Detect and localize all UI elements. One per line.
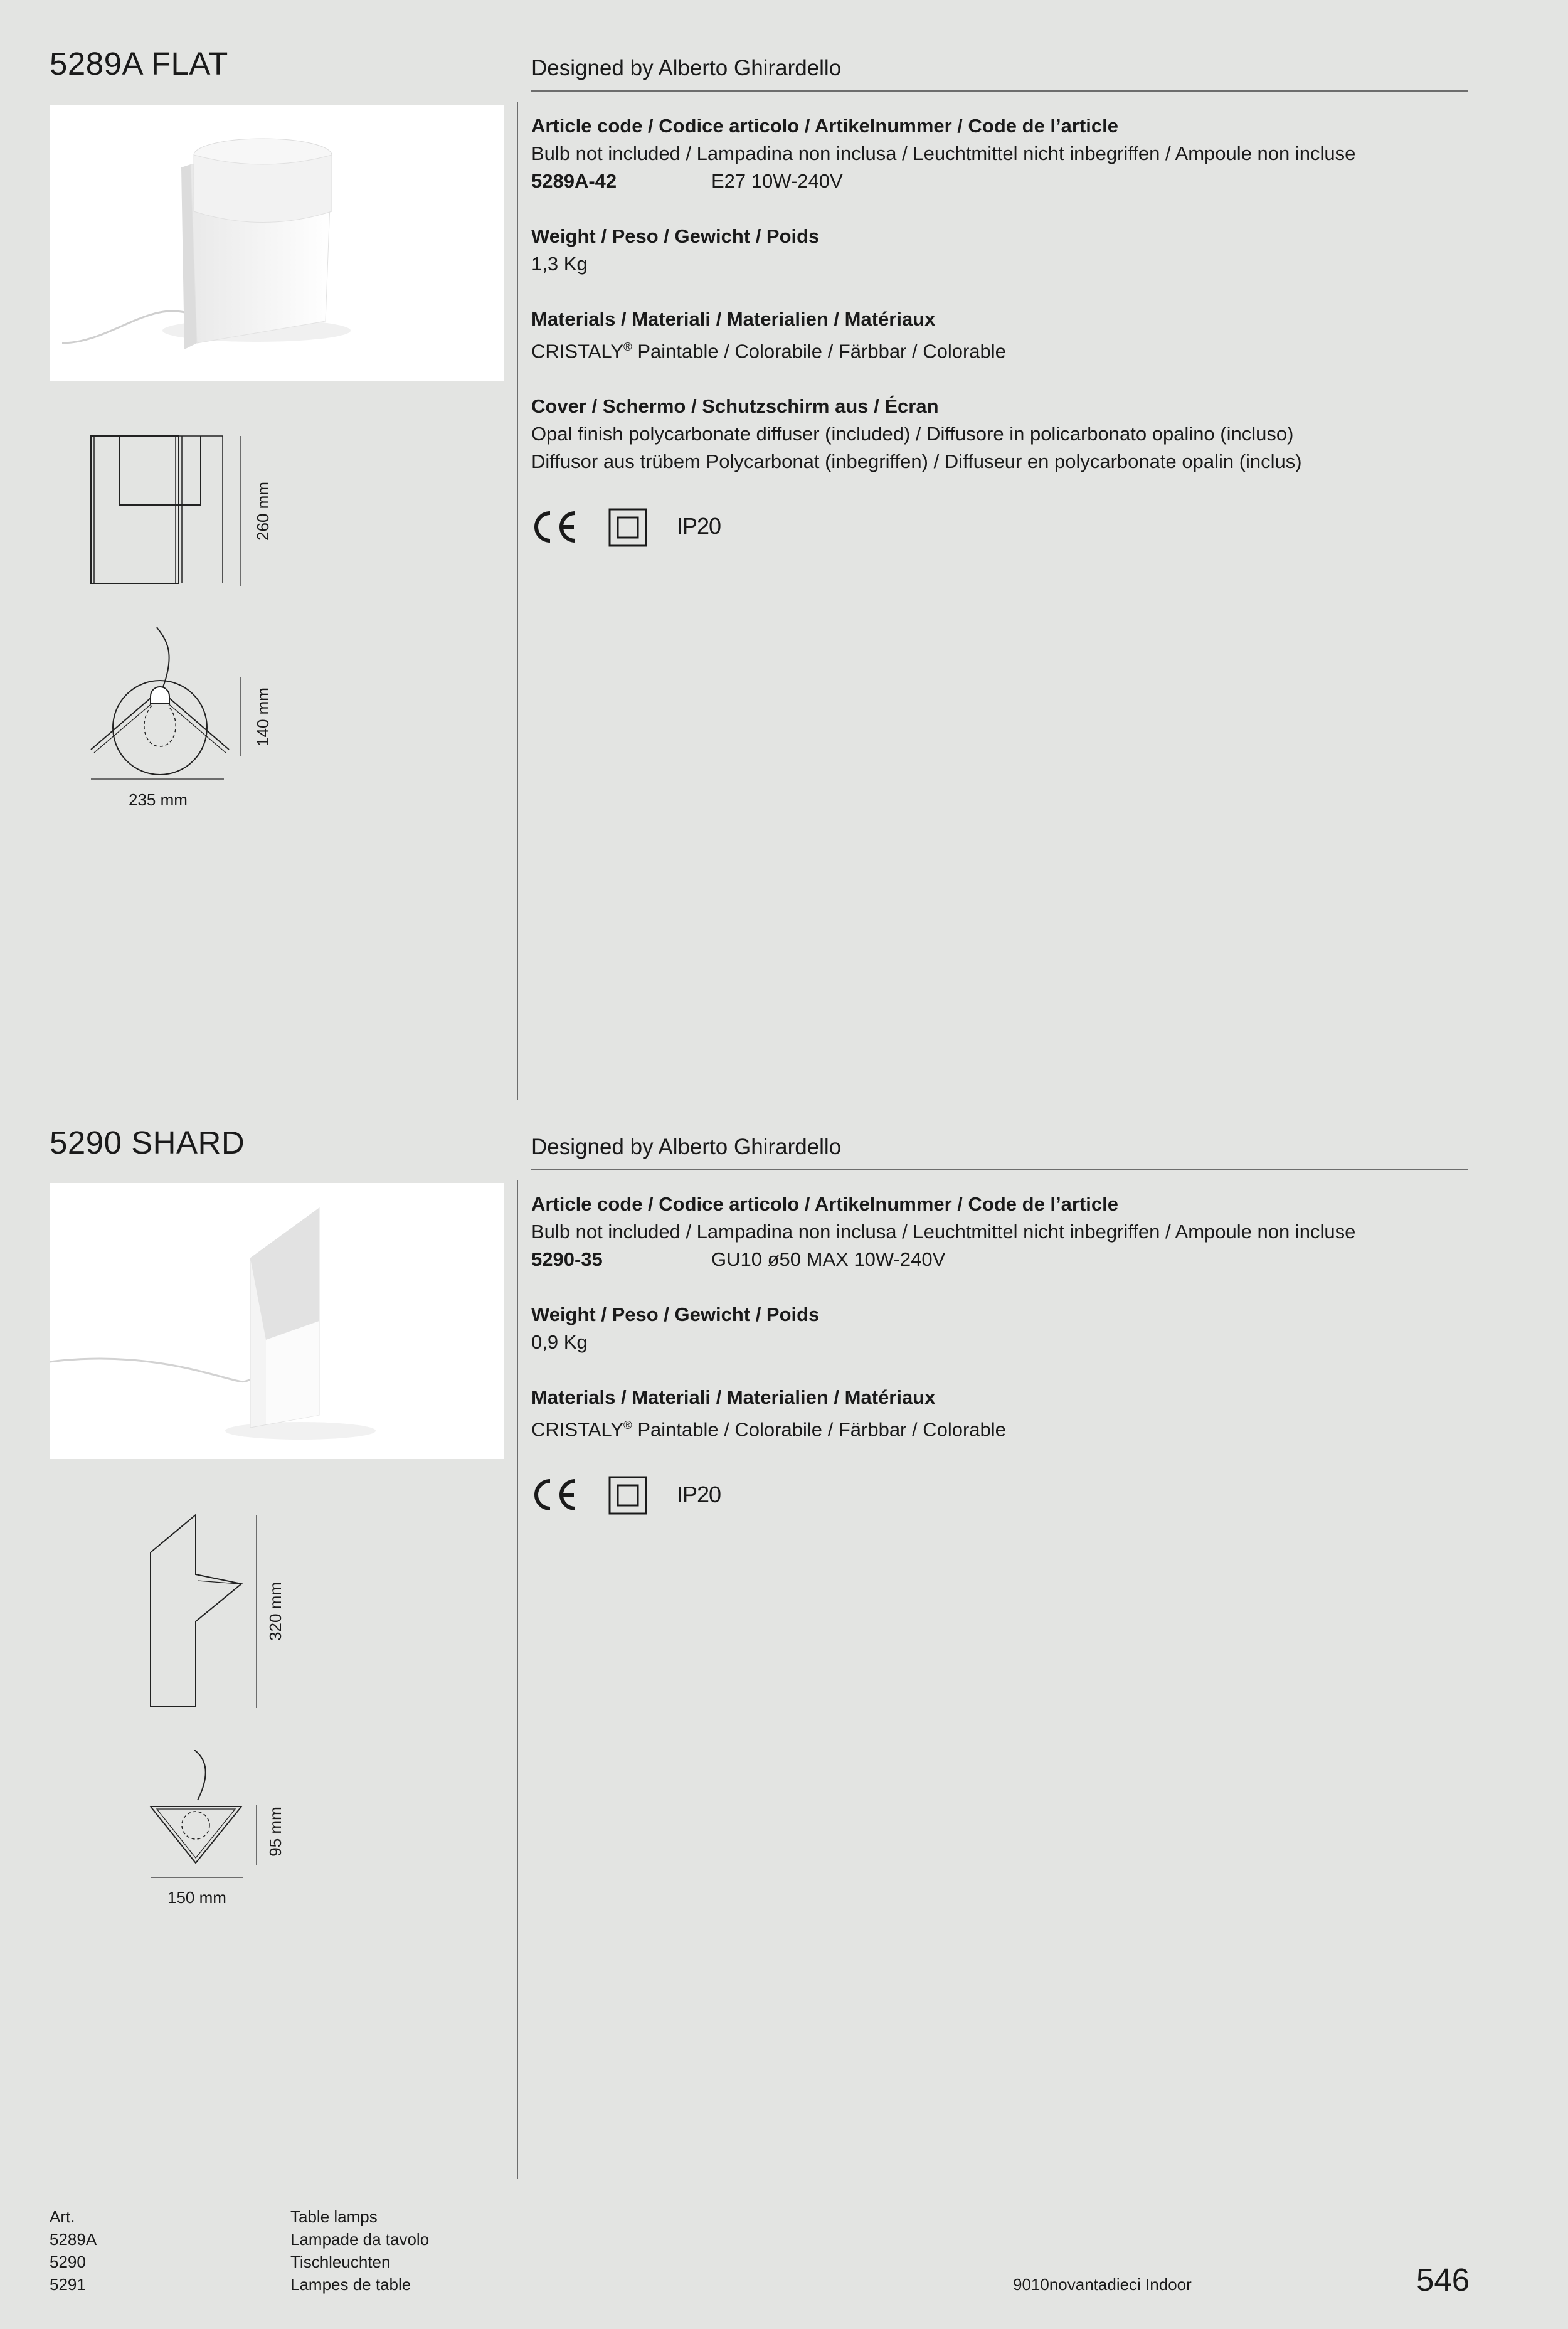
product-title: 5290 SHARD <box>50 1125 245 1160</box>
material-text: Paintable / Colorabile / Färbbar / Colorable <box>632 340 1006 363</box>
ip-rating: IP20 <box>677 513 721 539</box>
spec-block <box>531 1191 1459 1443</box>
header-rule <box>531 1169 1468 1170</box>
category-it: Lampade da tavolo <box>290 2230 430 2249</box>
registered-mark: ® <box>623 1418 632 1431</box>
article-number: 5289A <box>50 2230 97 2249</box>
height-dimension-line <box>240 436 241 586</box>
spec-block <box>531 112 1459 475</box>
article-code: 5289A-42 <box>531 170 617 192</box>
article-label: Art. <box>50 2207 75 2226</box>
article-heading: Article code / Codice articolo / Artikelnummer / Code de l’article <box>531 1193 1118 1215</box>
depth-dimension: 140 mm <box>253 687 272 746</box>
width-dimension: 235 mm <box>129 790 188 809</box>
materials-value <box>531 1411 1459 1443</box>
depth-dimension-line <box>256 1805 257 1865</box>
cover-line-1: Opal finish polycarbonate diffuser (included) / Diffusore in policarbonato opalino (incluso) <box>531 423 1294 445</box>
front-elevation-drawing <box>147 1512 248 1716</box>
footer-category <box>290 2205 429 2296</box>
ce-mark-icon <box>531 508 579 549</box>
depth-dimension-line <box>240 677 241 756</box>
class-ii-double-insulation-icon <box>608 508 647 550</box>
height-dimension: 260 mm <box>253 482 272 541</box>
article-spec: GU10 ø50 MAX 10W-240V <box>711 1248 946 1270</box>
category-fr: Lampes de table <box>290 2275 411 2294</box>
designer-credit: Designed by Alberto Ghirardello <box>531 56 842 80</box>
column-divider <box>517 1180 518 2179</box>
top-view-drawing <box>147 1750 248 1872</box>
product-title: 5289A FLAT <box>50 46 228 82</box>
article-number: 5291 <box>50 2275 86 2294</box>
material-brand: CRISTALY <box>531 340 623 363</box>
depth-dimension: 95 mm <box>266 1806 285 1857</box>
article-spec: E27 10W-240V <box>711 170 843 192</box>
designer-credit: Designed by Alberto Ghirardello <box>531 1135 842 1159</box>
category-en: Table lamps <box>290 2207 378 2226</box>
bulb-note: Bulb not included / Lampadina non inclusa / Leuchtmittel nicht inbegriffen / Ampoule non incluse <box>531 142 1356 164</box>
article-heading: Article code / Codice articolo / Artikelnummer / Code de l’article <box>531 115 1118 137</box>
width-dimension-line <box>151 1877 243 1878</box>
article-row <box>531 1246 1459 1273</box>
bulb-note: Bulb not included / Lampadina non inclusa / Leuchtmittel nicht inbegriffen / Ampoule non incluse <box>531 1221 1356 1243</box>
cover-line-2: Diffusor aus trübem Polycarbonat (inbegriffen) / Diffuseur en polycarbonate opalin (inclus) <box>531 450 1302 473</box>
top-view-drawing <box>88 627 238 781</box>
materials-value <box>531 333 1459 365</box>
article-code: 5290-35 <box>531 1248 603 1270</box>
front-elevation-drawing <box>88 433 232 593</box>
height-dimension: 320 mm <box>266 1582 285 1641</box>
material-text: Paintable / Colorabile / Färbbar / Colorable <box>632 1418 1006 1441</box>
footer-brand: 9010novantadieci Indoor <box>1013 2275 1192 2294</box>
product-photo <box>50 105 504 381</box>
materials-heading: Materials / Materiali / Materialien / Matériaux <box>531 308 936 330</box>
category-de: Tischleuchten <box>290 2252 391 2271</box>
article-row <box>531 167 1459 195</box>
material-brand: CRISTALY <box>531 1418 623 1441</box>
weight-value: 1,3 Kg <box>531 253 588 275</box>
registered-mark: ® <box>623 340 632 353</box>
footer-articles <box>50 2205 97 2296</box>
width-dimension-line <box>91 778 224 780</box>
ip-rating: IP20 <box>677 1482 721 1507</box>
width-dimension: 150 mm <box>167 1888 226 1907</box>
page-number: 546 <box>1416 2262 1470 2298</box>
cover-heading: Cover / Schermo / Schutzschirm aus / Écran <box>531 395 939 418</box>
class-ii-double-insulation-icon <box>608 1476 647 1518</box>
materials-heading: Materials / Materiali / Materialien / Matériaux <box>531 1386 936 1408</box>
header-rule <box>531 90 1468 92</box>
height-dimension-line <box>256 1515 257 1708</box>
weight-value: 0,9 Kg <box>531 1331 588 1353</box>
weight-heading: Weight / Peso / Gewicht / Poids <box>531 225 820 247</box>
ce-mark-icon <box>531 1476 579 1517</box>
product-photo <box>50 1183 504 1459</box>
column-divider <box>517 102 518 1100</box>
weight-heading: Weight / Peso / Gewicht / Poids <box>531 1303 820 1325</box>
article-number: 5290 <box>50 2252 86 2271</box>
